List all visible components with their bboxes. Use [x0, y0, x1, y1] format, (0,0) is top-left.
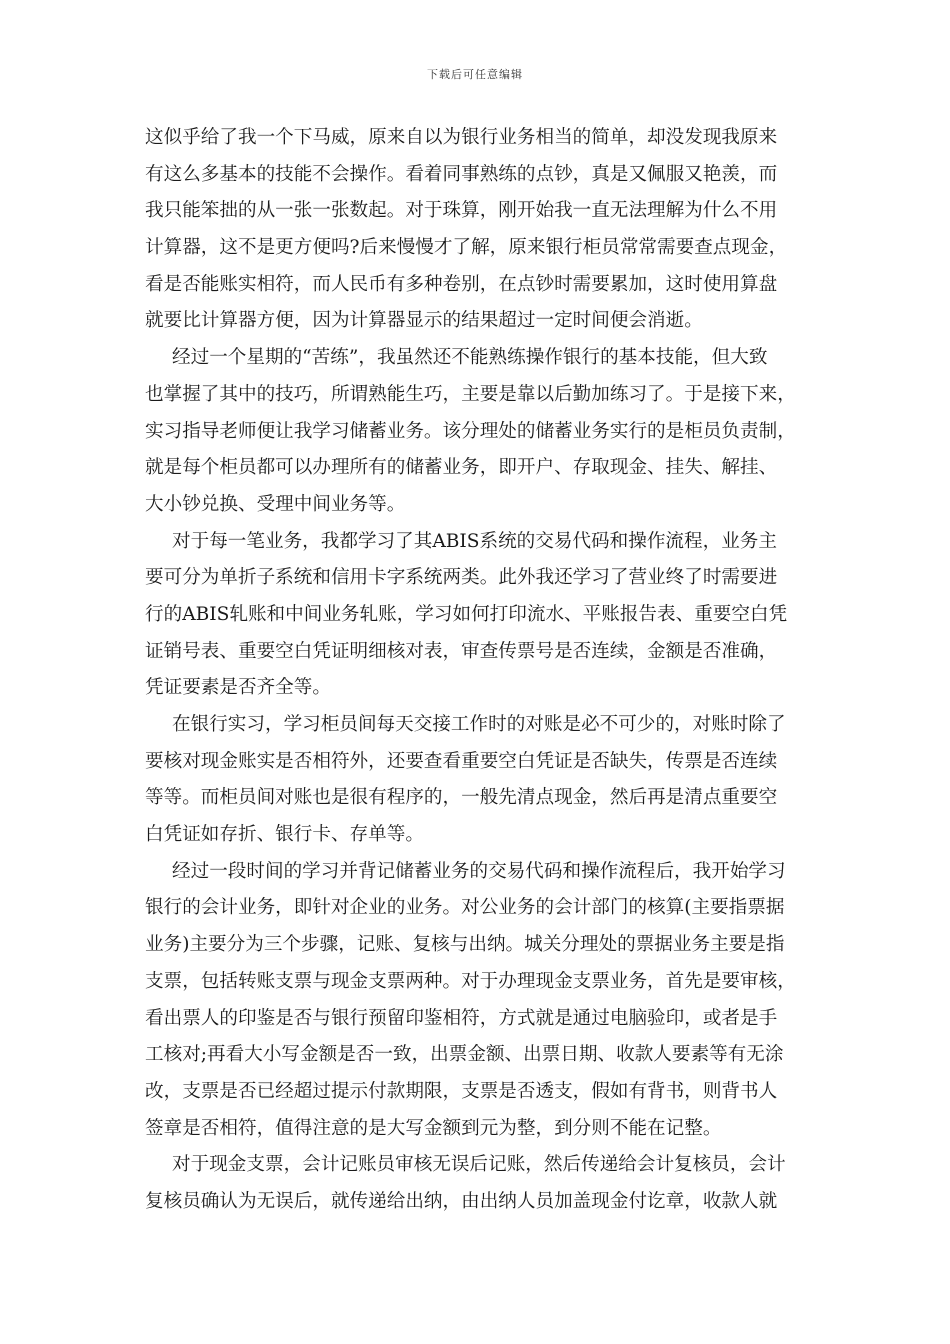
- text-line: 计算器，这不是更方便吗?后来慢慢才了解，原来银行柜员常常需要查点现金，: [145, 237, 788, 259]
- text-line: 也掌握了其中的技巧，所谓熟能生巧，主要是靠以后勤加练习了。于是接下来，: [145, 383, 796, 405]
- text-line: 等等。而柜员间对账也是很有程序的，一般先清点现金，然后再是清点重要空: [145, 787, 778, 809]
- text-line: 工核对;再看大小写金额是否一致，出票金额、出票日期、收款人要素等有无涂: [145, 1044, 784, 1066]
- text-line: 白凭证如存折、银行卡、存单等。: [145, 824, 424, 846]
- text-line: 这似乎给了我一个下马威，原来自以为银行业务相当的简单，却没发现我原来: [145, 127, 778, 148]
- text-line: 看出票人的印鉴是否与银行预留印鉴相符，方式就是通过电脑验印，或者是手: [145, 1007, 778, 1029]
- paragraph-5: [145, 854, 805, 1148]
- text-line: 银行的会计业务，即针对企业的业务。对公业务的会计部门的核算(主要指票据: [145, 897, 785, 919]
- text-line: 经过一个星期的“苦练”，我虽然还不能熟练操作银行的基本技能，但大致: [172, 347, 768, 369]
- text-line: 实习指导老师便让我学习储蓄业务。该分理处的储蓄业务实行的是柜员负责制，: [145, 420, 796, 442]
- text-line: 行的ABIS轧账和中间业务轧账，学习如何打印流水、平账报告表、重要空白凭: [145, 603, 788, 625]
- text-line: 支票，包括转账支票与现金支票两种。对于办理现金支票业务，首先是要审核，: [145, 970, 796, 992]
- text-line: 签章是否相符，值得注意的是大写金额到元为整，到分则不能在记整。: [145, 1117, 722, 1139]
- text-line: 对于现金支票，会计记账员审核无误后记账，然后传递给会计复核员，会计: [172, 1154, 786, 1176]
- text-line: 看是否能账实相符，而人民币有多种卷别，在点钞时需要累加，这时使用算盘: [145, 273, 778, 295]
- text-line: 经过一段时间的学习并背记储蓄业务的交易代码和操作流程后，我开始学习: [172, 860, 786, 882]
- text-line: 凭证要素是否齐全等。: [145, 677, 331, 699]
- text-line: 要核对现金账实是否相符外，还要查看重要空白凭证是否缺失，传票是否连续: [145, 750, 778, 772]
- text-line: 在银行实习，学习柜员间每天交接工作时的对账是必不可少的，对账时除了: [172, 714, 786, 735]
- document-body: [145, 120, 805, 1221]
- paragraph-1: [145, 120, 805, 340]
- text-line: 改，支票是否已经超过提示付款期限，支票是否透支，假如有背书，则背书人: [145, 1080, 778, 1102]
- paragraph-4: [145, 707, 805, 854]
- text-line: 证销号表、重要空白凭证明细核对表，审查传票号是否连续，金额是否准确，: [145, 640, 778, 662]
- text-line: 我只能笨拙的从一张一张数起。对于珠算，刚开始我一直无法理解为什么不用: [145, 200, 778, 222]
- text-line: 有这么多基本的技能不会操作。看着同事熟练的点钞，真是又佩服又艳羡，而: [145, 163, 778, 185]
- text-line: 业务)主要分为三个步骤，记账、复核与出纳。城关分理处的票据业务主要是指: [145, 934, 785, 956]
- paragraph-3: [145, 524, 805, 707]
- text-line: 大小钞兑换、受理中间业务等。: [145, 493, 406, 515]
- paragraph-6: [145, 1147, 805, 1220]
- text-line: 就要比计算器方便，因为计算器显示的结果超过一定时间便会消逝。: [145, 310, 703, 332]
- text-line: 对于每一笔业务，我都学习了其ABIS系统的交易代码和操作流程，业务主: [172, 530, 777, 552]
- page-header: 下载后可任意编辑: [427, 68, 523, 81]
- text-line: 复核员确认为无误后，就传递给出纳，由出纳人员加盖现金付讫章，收款人就: [145, 1190, 778, 1212]
- text-line: 要可分为单折子系统和信用卡字系统两类。此外我还学习了营业终了时需要进: [145, 567, 778, 589]
- text-line: 就是每个柜员都可以办理所有的储蓄业务，即开户、存取现金、挂失、解挂、: [145, 457, 778, 479]
- paragraph-2: [145, 340, 805, 523]
